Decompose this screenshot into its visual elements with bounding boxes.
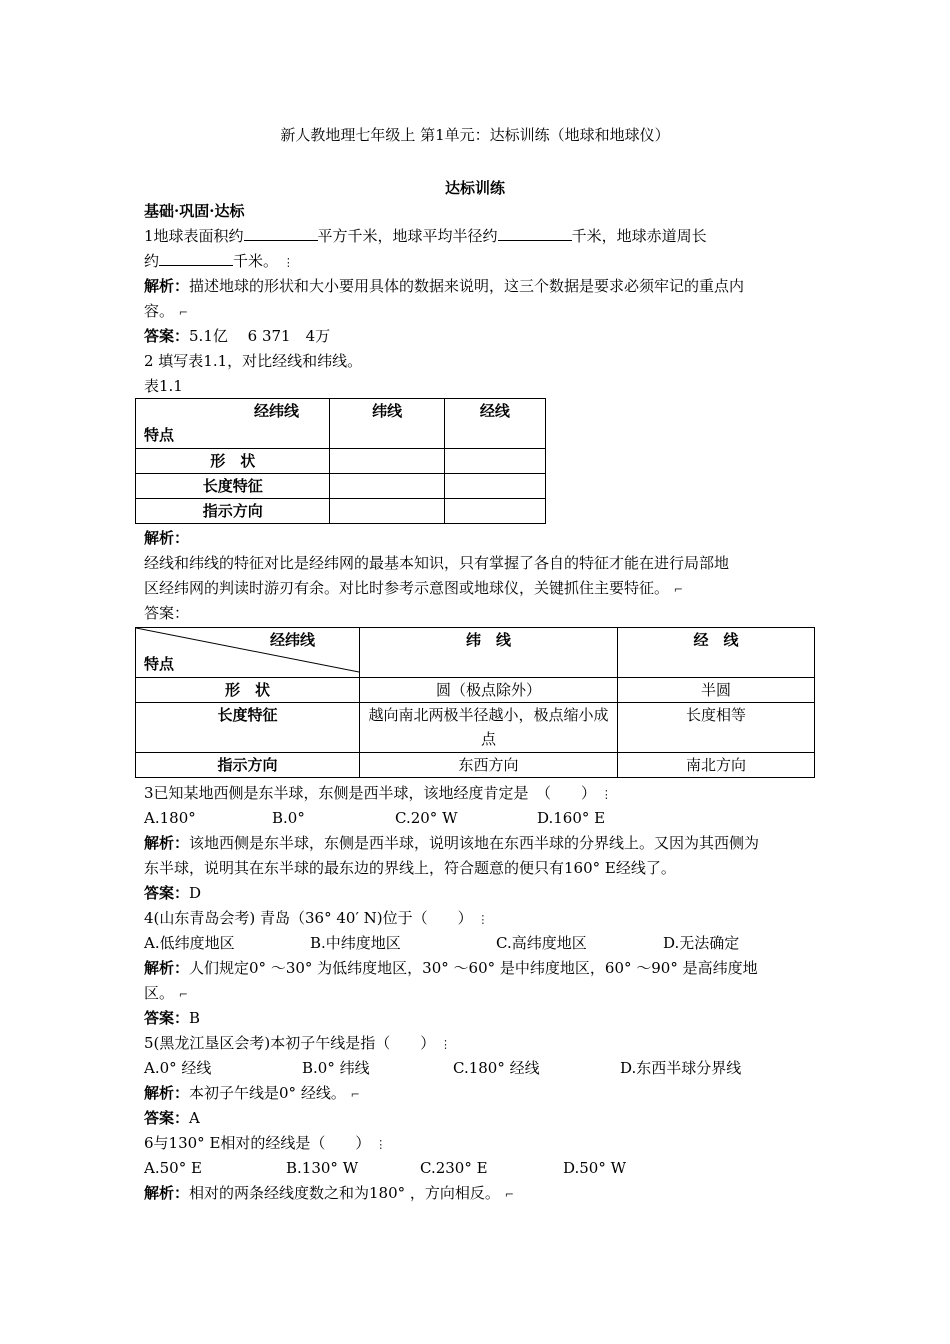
blank-cell[interactable] — [330, 499, 444, 524]
answer-label: 答案： — [144, 1009, 190, 1027]
bracket-mark-icon: ⌐ — [178, 988, 189, 1001]
analysis-label: 解析： — [144, 834, 190, 852]
q1-text: 千米。 — [233, 252, 279, 270]
option-d[interactable]: D.50° W — [563, 1159, 627, 1177]
ellipsis-mark-icon: ⋮ — [375, 1138, 387, 1151]
corner-bottom-label: 特点 — [144, 426, 175, 444]
q5-answer — [144, 1108, 200, 1128]
answer-text: A — [189, 1109, 200, 1127]
analysis-text: 区经纬网的判读时游刃有余。对比时参考示意图或地球仪，关键抓住主要特征。 — [144, 579, 670, 597]
table-corner-cell — [136, 399, 330, 449]
option-a[interactable]: A.0° 经线 — [144, 1059, 212, 1077]
q1-answer — [144, 326, 330, 346]
blank-cell[interactable] — [444, 449, 545, 474]
row-label-length: 长度特征 — [136, 474, 330, 499]
corner-top-label: 经纬线 — [254, 402, 300, 420]
ellipsis-mark-icon: ⋮ — [282, 256, 294, 269]
row-label-direction: 指示方向 — [136, 753, 360, 778]
q4-analysis-line2 — [144, 983, 188, 1005]
question-text: 6与130° E相对的经线是（ ） — [144, 1134, 371, 1152]
q3-answer — [144, 883, 201, 903]
document-subtitle: 达标训练 — [444, 179, 505, 197]
q4-answer — [144, 1008, 200, 1028]
answer-text: 5.1亿 6 371 4万 — [189, 327, 331, 345]
row-label-shape: 形 状 — [136, 449, 330, 474]
analysis-text: 该地西侧是东半球，东侧是西半球，说明该地在东西半球的分界线上。又因为其西侧为 — [189, 834, 760, 852]
bracket-mark-icon: ⌐ — [673, 583, 684, 596]
diagonal-line — [136, 628, 359, 678]
cell-lon-length: 长度相等 — [618, 703, 815, 753]
option-a[interactable]: A.50° E — [144, 1159, 202, 1177]
row-label-length: 长度特征 — [136, 703, 360, 753]
cell-lon-direction: 南北方向 — [618, 753, 815, 778]
option-c[interactable]: C.230° E — [420, 1159, 488, 1177]
question-text: 5(黑龙江垦区会考)本初子午线是指（ ） — [144, 1034, 436, 1052]
bracket-mark-icon: ⌐ — [178, 306, 189, 319]
q2-question: 2 填写表1.1，对比经线和纬线。 — [144, 352, 363, 370]
row-label-direction: 指示方向 — [136, 499, 330, 524]
q1-line1 — [144, 226, 707, 246]
answer-text: D — [189, 884, 202, 902]
q6-question — [144, 1133, 386, 1155]
bracket-mark-icon: ⌐ — [350, 1088, 360, 1101]
answer-table-corner-cell — [136, 628, 360, 678]
cell-lon-shape: 半圆 — [618, 678, 815, 703]
cell-lat-shape: 圆（极点除外） — [360, 678, 618, 703]
cell-lat-length: 越向南北两极半径越小，极点缩小成点 — [360, 703, 618, 753]
analysis-text: 相对的两条经线度数之和为180° ，方向相反。 — [189, 1184, 500, 1202]
q1-blank-circumference[interactable] — [159, 251, 233, 266]
analysis-label: 解析： — [144, 959, 190, 977]
blank-cell[interactable] — [444, 499, 545, 524]
option-a[interactable]: A.180° — [144, 809, 196, 827]
q1-text: 约 — [144, 252, 160, 270]
q6-analysis-line1 — [144, 1183, 514, 1205]
corner-top-label: 经纬线 — [270, 631, 316, 649]
bracket-mark-icon: ⌐ — [504, 1188, 514, 1201]
option-d[interactable]: D.160° E — [537, 809, 606, 827]
ellipsis-mark-icon: ⋮ — [477, 913, 489, 926]
answer-label: 答案： — [144, 884, 190, 902]
option-b[interactable]: B.中纬度地区 — [310, 934, 401, 952]
q2-analysis-line2 — [144, 578, 683, 600]
blank-cell[interactable] — [330, 474, 444, 499]
blank-cell[interactable] — [330, 449, 444, 474]
q1-blank-area[interactable] — [244, 226, 318, 241]
answer-label: 答案： — [144, 1109, 190, 1127]
q1-analysis-line1 — [144, 276, 744, 296]
answer-label: 答案： — [144, 327, 190, 345]
corner-bottom-label: 特点 — [144, 655, 175, 673]
option-b[interactable]: B.0° — [272, 809, 305, 827]
question-text: 3已知某地西侧是东半球，东侧是西半球，该地经度肯定是 （ ） — [144, 784, 597, 802]
ellipsis-mark-icon: ⋮ — [440, 1038, 452, 1051]
q1-line2 — [144, 251, 294, 273]
q4-analysis-line1 — [144, 958, 758, 978]
col-header-longitude: 经线 — [444, 399, 545, 449]
q1-text: 平方千米，地球平均半径约 — [317, 227, 498, 245]
cell-lat-direction: 东西方向 — [360, 753, 618, 778]
analysis-label: 解析： — [144, 277, 190, 295]
q1-text: 1地球表面积约 — [144, 227, 244, 245]
blank-cell[interactable] — [444, 474, 545, 499]
row-label-shape: 形 状 — [136, 678, 360, 703]
q1-analysis-line2 — [144, 301, 188, 323]
q1-text: 千米，地球赤道周长 — [571, 227, 707, 245]
option-b[interactable]: B.0° 纬线 — [302, 1059, 370, 1077]
analysis-text: 区。 — [144, 984, 175, 1002]
ellipsis-mark-icon: ⋮ — [600, 788, 612, 801]
col-header-latitude: 纬 线 — [360, 628, 618, 678]
analysis-label: 解析： — [144, 1084, 190, 1102]
document-title: 新人教地理七年级上 第1单元：达标训练（地球和地球仪） — [280, 126, 670, 144]
q1-blank-radius[interactable] — [498, 226, 572, 241]
answer-comparison-table — [135, 627, 815, 778]
q3-question — [144, 783, 612, 805]
q5-question — [144, 1033, 451, 1055]
option-d[interactable]: D.东西半球分界线 — [620, 1059, 742, 1077]
col-header-latitude: 纬线 — [330, 399, 444, 449]
option-b[interactable]: B.130° W — [286, 1159, 359, 1177]
analysis-text: 人们规定0° ～30° 为低纬度地区，30° ～60° 是中纬度地区，60° ～90° 是高纬度地 — [189, 959, 758, 977]
option-a[interactable]: A.低纬度地区 — [144, 934, 235, 952]
option-c[interactable]: C.20° W — [395, 809, 458, 827]
analysis-text: 本初子午线是0° 经线。 — [189, 1084, 346, 1102]
q2-analysis-line1: 经线和纬线的特征对比是经纬网的最基本知识，只有掌握了各自的特征才能在进行局部地 — [144, 554, 730, 572]
question-text: 4(山东青岛会考) 青岛（36° 40′ N)位于（ ） — [144, 909, 473, 927]
section-heading: 基础·巩固·达标 — [144, 202, 245, 220]
blank-comparison-table — [135, 398, 546, 524]
analysis-label: 解析： — [144, 1184, 190, 1202]
q3-analysis-line2: 东半球，说明其在东半球的最东边的界线上，符合题意的便只有160° E经线了。 — [144, 859, 676, 877]
table-caption: 表1.1 — [144, 377, 183, 395]
analysis-text: 描述地球的形状和大小要用具体的数据来说明，这三个数据是要求必须牢记的重点内 — [189, 277, 745, 295]
analysis-text: 容。 — [144, 302, 175, 320]
answer-text: B — [189, 1009, 201, 1027]
q5-analysis-line1 — [144, 1083, 360, 1105]
q2-analysis-label: 解析： — [144, 529, 190, 547]
col-header-longitude: 经 线 — [618, 628, 815, 678]
option-c[interactable]: C.高纬度地区 — [496, 934, 587, 952]
q2-answer-label: 答案： — [144, 604, 190, 622]
q3-analysis-line1 — [144, 833, 759, 853]
q4-question — [144, 908, 488, 930]
option-d[interactable]: D.无法确定 — [663, 934, 740, 952]
option-c[interactable]: C.180° 经线 — [453, 1059, 540, 1077]
